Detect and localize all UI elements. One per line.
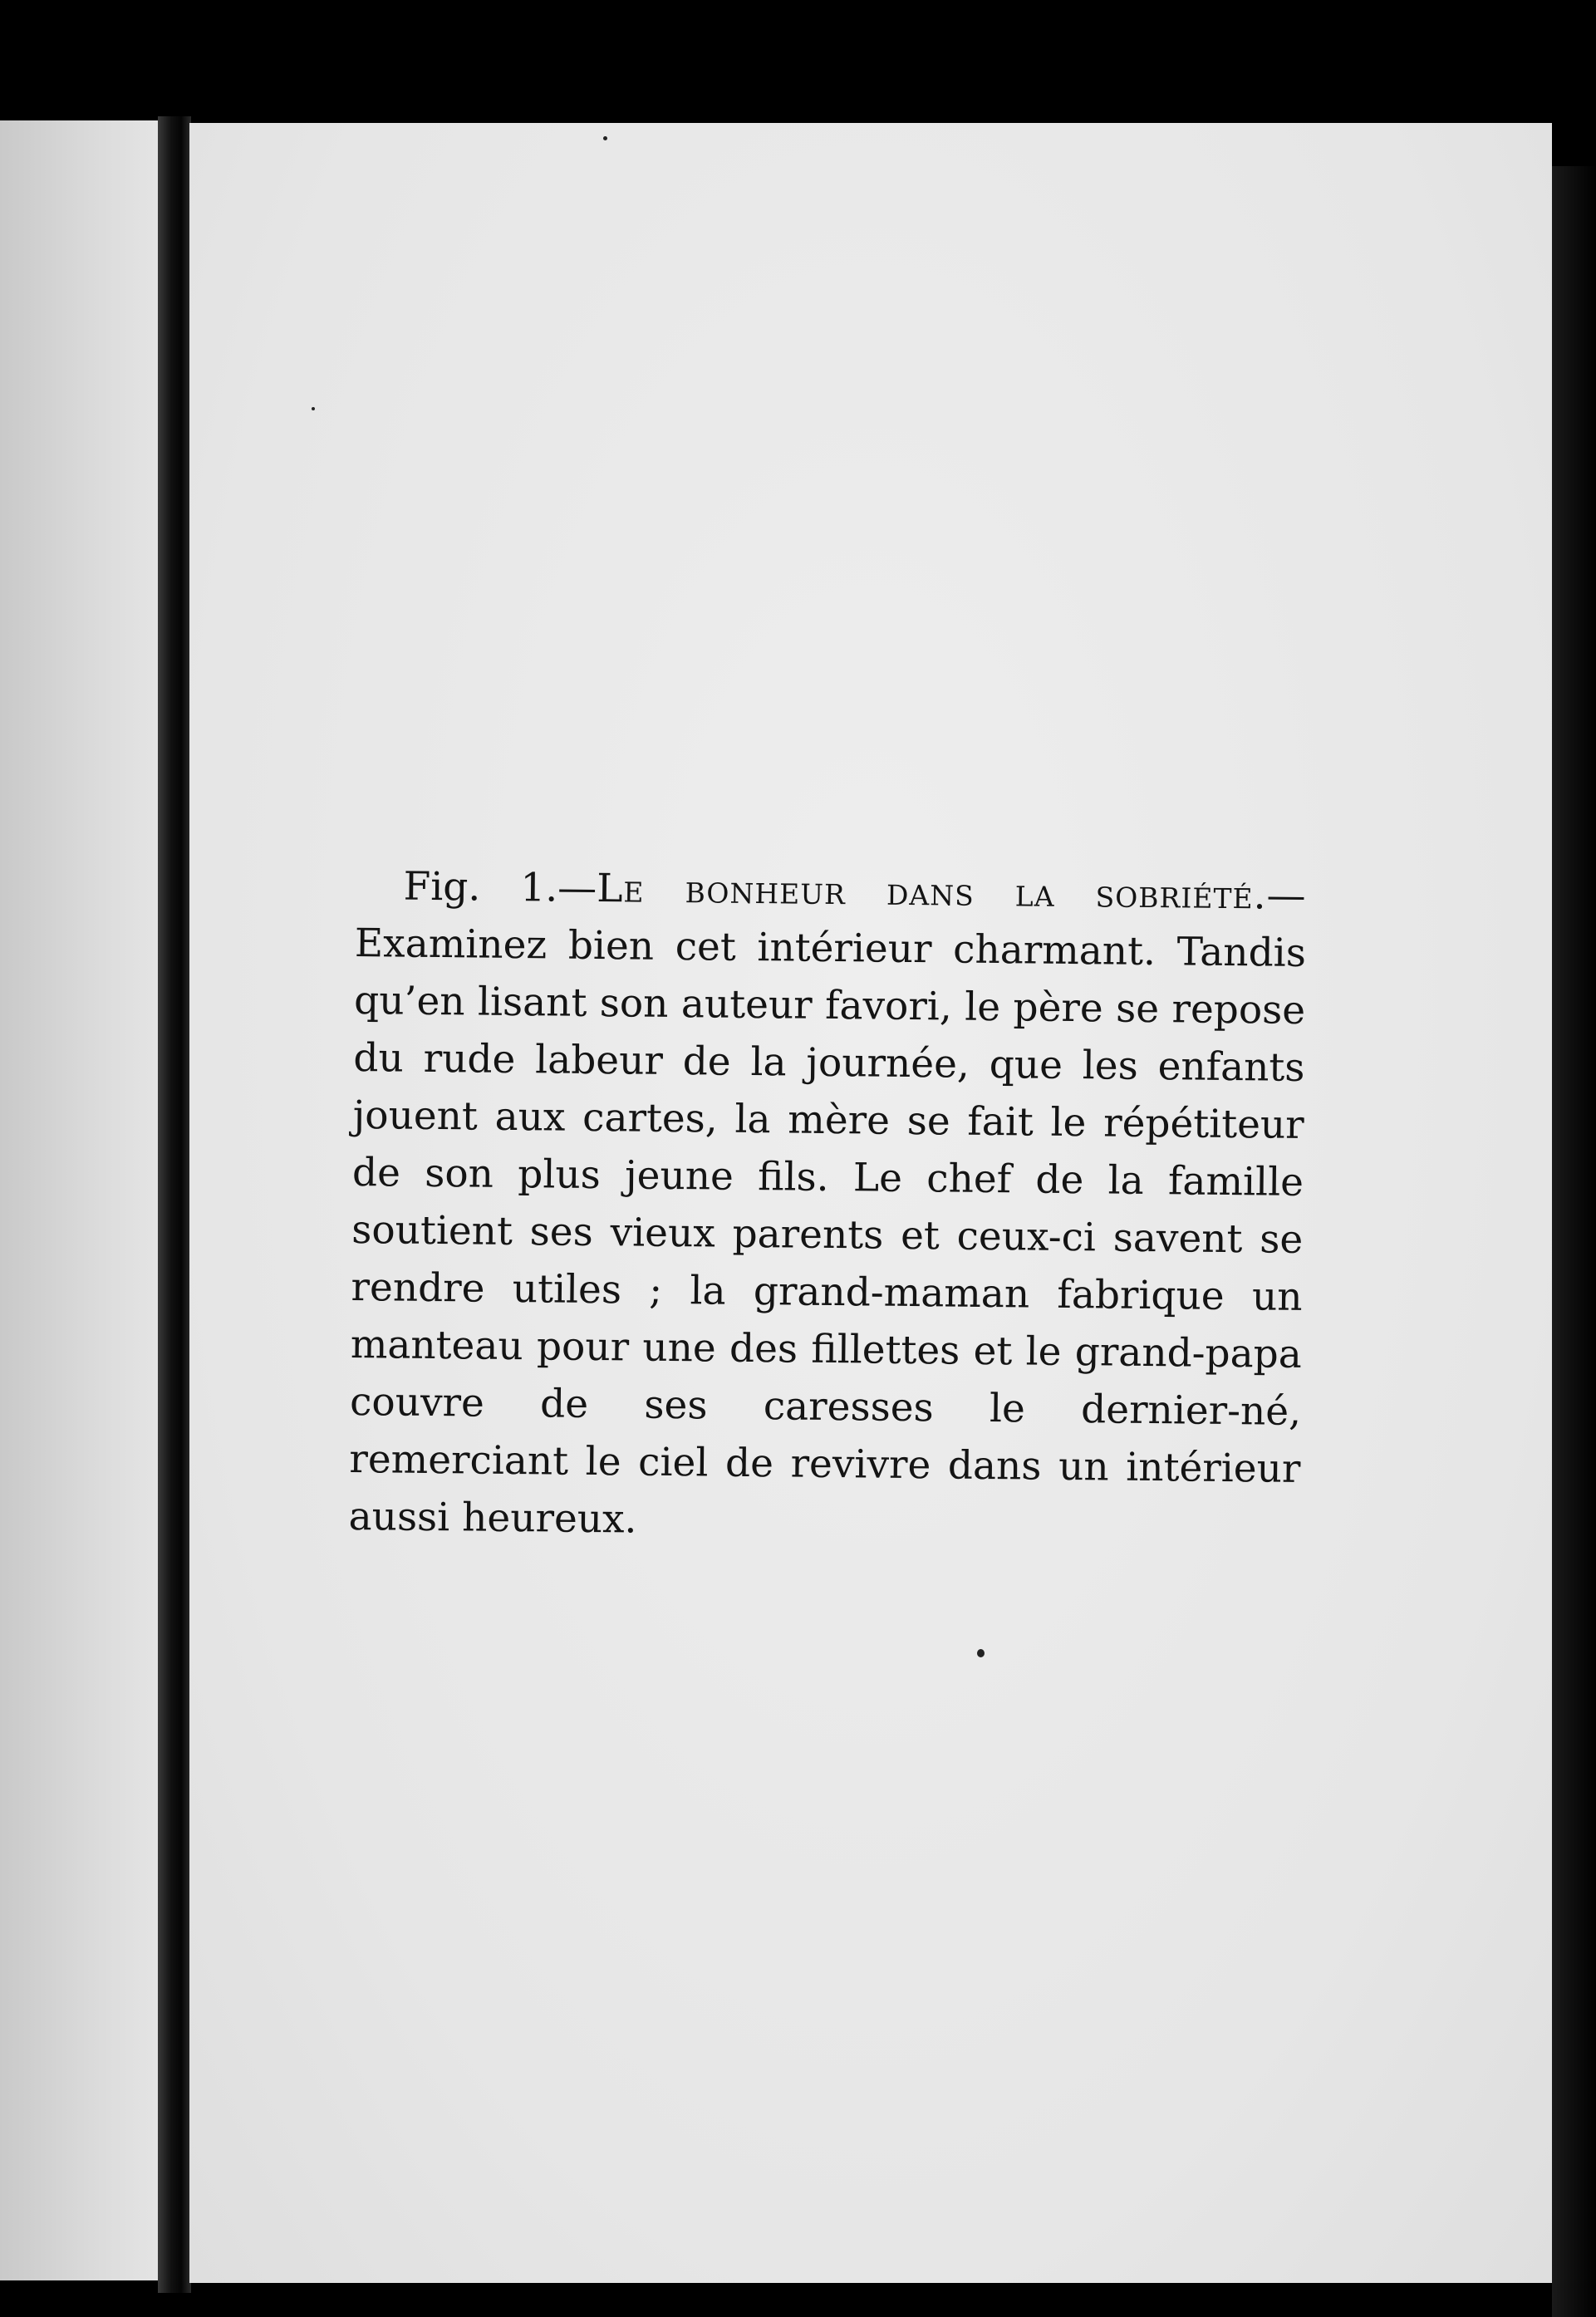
figure-label: Fig. 1.— [403, 863, 597, 912]
caption-body: Examinez bien cet intérieur charmant. Tandis qu’en lisant son auteur favori, le père se repose du rude labeur de la journée, que les enfants jouent aux cartes, la mère se fait le répétiteur de son plus jeune fils. Le chef de la famille soutient ses vieux parents et ceux-ci savent se rendre utiles ; la grand-maman fabrique un manteau pour une des fillettes et le grand-papa couvre de ses caresses le dernier-né, remerciant le ciel de revivre dans un intérieur aussi heureux. [348, 920, 1307, 1543]
caption-title: Le bonheur dans la sobriété.— [596, 866, 1307, 919]
scan-border-right [1552, 166, 1596, 2317]
figure-caption [348, 857, 1307, 1555]
left-page-edge [0, 120, 170, 2280]
ink-speck [603, 136, 607, 140]
book-gutter [158, 116, 191, 2293]
caption-paragraph [348, 857, 1307, 1555]
ink-speck [977, 1649, 985, 1657]
ink-speck [312, 407, 315, 410]
